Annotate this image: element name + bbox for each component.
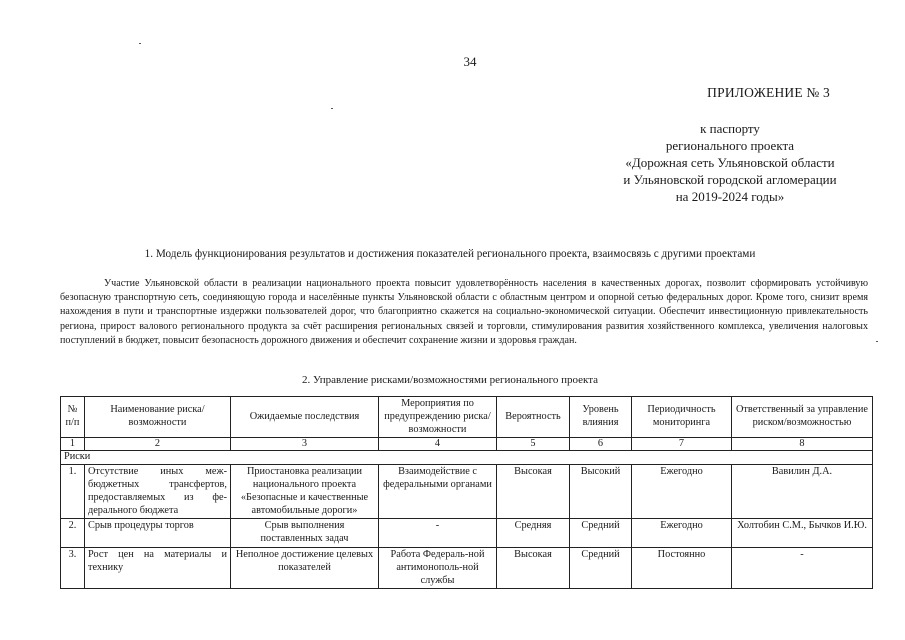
header-cell: Уровень влияния <box>570 397 632 438</box>
expected-consequences: Неполное достижение целевых показателей <box>231 547 379 588</box>
expected-consequences: Срыв выполнения поставленных задач <box>231 519 379 548</box>
risk-name: Срыв процедуры торгов <box>85 519 231 548</box>
scan-speck <box>331 108 333 109</box>
row-number: 1. <box>61 465 85 519</box>
risk-management-table <box>60 396 873 589</box>
passport-line: к паспорту <box>700 121 760 136</box>
section-2-heading: 2. Управление рисками/возможностями регионального проекта <box>301 374 599 386</box>
row-number: 3. <box>61 547 85 588</box>
prevention-measures: - <box>379 519 497 548</box>
passport-line: на 2019-2024 годы» <box>675 189 785 204</box>
header-cell: Ответственный за управление риском/возможностью <box>732 397 873 438</box>
header-cell: Вероятность <box>497 397 570 438</box>
prevention-measures: Взаимодействие с федеральными органами <box>379 465 497 519</box>
prevention-measures: Работа Федераль-ной антимонополь-ной службы <box>379 547 497 588</box>
monitoring-periodicity: Ежегодно <box>632 465 732 519</box>
header-cell: Периодичность мониторинга <box>632 397 732 438</box>
passport-line: регионального проекта <box>665 138 795 153</box>
risk-name: Отсутствие иных меж-бюджетных трансфертов, предоставляемых из фе-дерального бюджета <box>85 465 231 519</box>
table-row <box>61 547 873 588</box>
table-row <box>61 519 873 548</box>
column-number: 3 <box>231 438 379 451</box>
table-row <box>61 465 873 519</box>
row-number: 2. <box>61 519 85 548</box>
responsible-person: Холтобин С.М., Бычков И.Ю. <box>732 519 873 548</box>
section-1-heading: 1. Модель функционирования результатов и достижения показателей регионального проекта, взаимосвязь с другими проектами <box>144 248 756 260</box>
group-row-risks <box>61 451 873 465</box>
probability: Средняя <box>497 519 570 548</box>
column-number: 1 <box>61 438 85 451</box>
expected-consequences: Приостановка реализации национального проекта «Безопасные и качественные автомобильные дороги» <box>231 465 379 519</box>
page-number: 34 <box>463 54 477 69</box>
monitoring-periodicity: Ежегодно <box>632 519 732 548</box>
header-cell: Наименование риска/возможности <box>85 397 231 438</box>
column-number: 4 <box>379 438 497 451</box>
passport-line: «Дорожная сеть Ульяновской области <box>625 155 835 170</box>
column-number: 6 <box>570 438 632 451</box>
responsible-person: Вавилин Д.А. <box>732 465 873 519</box>
scan-speck <box>876 341 878 342</box>
column-number: 2 <box>85 438 231 451</box>
group-label: Риски <box>61 451 873 465</box>
probability: Высокая <box>497 465 570 519</box>
scan-speck <box>139 43 141 44</box>
column-number-row <box>61 438 873 451</box>
table-header-row <box>61 397 873 438</box>
header-cell: № п/п <box>61 397 85 438</box>
column-number: 8 <box>732 438 873 451</box>
monitoring-periodicity: Постоянно <box>632 547 732 588</box>
passport-reference <box>560 120 900 205</box>
probability: Высокая <box>497 547 570 588</box>
impact-level: Высокий <box>570 465 632 519</box>
risk-name: Рост цен на материалы и технику <box>85 547 231 588</box>
header-cell: Ожидаемые последствия <box>231 397 379 438</box>
impact-level: Средний <box>570 547 632 588</box>
column-number: 7 <box>632 438 732 451</box>
section-1-paragraph: Участие Ульяновской области в реализации национального проекта повысит удовлетворённость населения в качественных дорогах, позволит сформировать устойчивую безопасную транспортную сеть, соединяющую города и населённые пункты Ульяновской области с областным центром и опорной сетью федеральных дорог. Кроме того, снизит время нахождения в пути и транспортные издержки пользователей дорог, что благоприятно скажется на социально-экономической ситуации. Обеспечит инвестиционную привлекательность региона, прирост валового регионального продукта за счёт расширения региональных связей и торговли, стимулирования развития хозяйственного комплекса, увеличения налоговых поступлений в бюджет, повысит безопасность дорожного движения и обеспечит сохранение жизни и здоровья граждан. <box>60 278 868 346</box>
header-cell: Мероприятия по предупреждению риска/возможности <box>379 397 497 438</box>
appendix-title: ПРИЛОЖЕНИЕ № 3 <box>707 85 830 100</box>
responsible-person: - <box>732 547 873 588</box>
impact-level: Средний <box>570 519 632 548</box>
passport-line: и Ульяновской городской агломерации <box>623 172 837 187</box>
column-number: 5 <box>497 438 570 451</box>
